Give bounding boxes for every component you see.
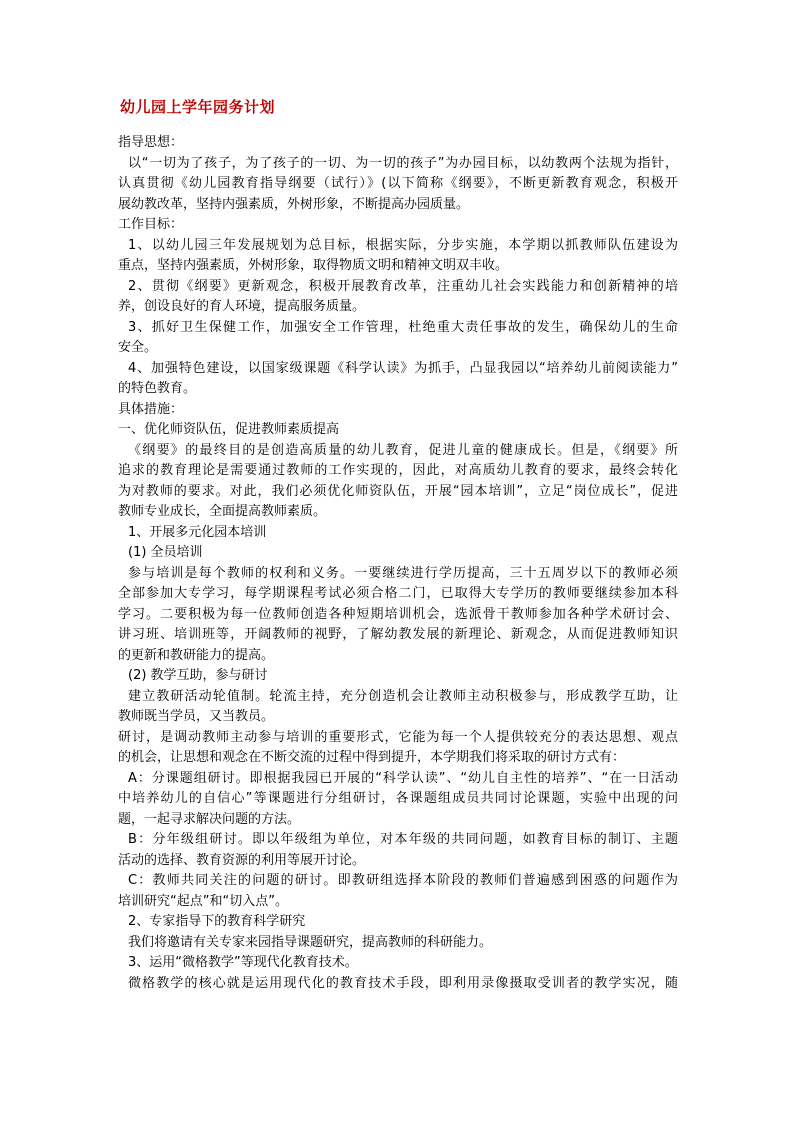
document-title: 幼儿园上学年园务计划 xyxy=(120,98,276,116)
text-line: 追求的教育理论是需要通过教师的工作实现的，因此，对高质幼儿教育的要求，最终会转化 xyxy=(118,463,678,478)
text-line: 活动的选择、教育资源的利用等展开讨论。 xyxy=(118,852,366,868)
text-line: 的更新和教研能力的提高。 xyxy=(118,647,275,663)
text-line: 全部参加大专学习，每学期课程考试必须合格二门，已取得大专学历的教师要继续参加本科 xyxy=(118,586,678,601)
text-line: 3、抓好卫生保健工作，加强安全工作管理，杜绝重大责任事故的发生，确保幼儿的生命 xyxy=(128,319,678,335)
text-line: 为对教师的要求。对此，我们必须优化师资队伍，开展“园本培训”，立足“岗位成长”，促进 xyxy=(118,483,678,499)
text-line: 重点，坚持内强素质，外树形象，取得物质文明和精神文明双丰收。 xyxy=(118,258,509,273)
text-line: 题，一起寻求解决问题的方法。 xyxy=(118,811,301,827)
text-line: 学习。二要积极为每一位教师创造各种短期培训机会，选派骨干教师参加各种学术研讨会、 xyxy=(118,606,678,622)
text-line: 的机会，让思想和观念在不断交流的过程中得到提升，本学期我们将采取的研讨方式有： xyxy=(118,750,626,765)
text-line: 养，创设良好的育人环境，提高服务质量。 xyxy=(118,299,366,314)
text-line: 3、运用“微格教学”等现代化教育技术。 xyxy=(128,955,358,970)
text-line: 教师专业成长，全面提高教师素质。 xyxy=(118,504,327,519)
text-line: 以“一切为了孩子，为了孩子的一切、为一切的孩子”为办园目标，以幼教两个法规为指针， xyxy=(128,155,678,171)
text-line: 中培养幼儿的自信心”等课题进行分组研讨，各课题组成员共同讨论课题，实验中出现的问 xyxy=(118,791,678,806)
text-line: (1) 全员培训 xyxy=(128,545,203,560)
text-line: 的特色教育。 xyxy=(118,381,197,396)
text-line: 2、贯彻《纲要》更新观念，积极开展教育改革，注重幼儿社会实践能力和创新精神的培 xyxy=(128,278,678,294)
text-line: 《纲要》的最终目的是创造高质量的幼儿教育，促进儿童的健康成长。但是，《纲要》所 xyxy=(128,442,678,458)
text-line: 培训研究“起点”和“切入点”。 xyxy=(118,893,288,909)
text-line: 2、专家指导下的教育科学研究 xyxy=(128,914,306,929)
text-line: 建立教研活动轮值制。轮流主持，充分创造机会让教师主动积极参与，形成教学互助，让 xyxy=(128,688,678,704)
text-line: 我们将邀请有关专家来园指导课题研究，提高教师的科研能力。 xyxy=(128,934,493,950)
text-line: 1、以幼儿园三年发展规划为总目标，根据实际，分步实施，本学期以抓教师队伍建设为 xyxy=(128,237,678,253)
text-line: B：分年级组研讨。即以年级组为单位，对本年级的共同问题，如教育目标的制订、主题 xyxy=(128,832,678,847)
text-line: (2) 教学互助，参与研讨 xyxy=(128,668,268,683)
text-line: 微格教学的核心就是运用现代化的教育技术手段，即利用录像摄取受训者的教学实况，随 xyxy=(128,975,678,991)
text-line: 展幼教改革，坚持内强素质，外树形象，不断提高办园质量。 xyxy=(118,196,470,212)
text-line: 指导思想： xyxy=(118,135,184,150)
text-line: 工作目标： xyxy=(118,217,184,232)
text-line: 安全。 xyxy=(118,340,158,355)
document-body xyxy=(118,133,678,994)
text-line: 4、加强特色建设，以国家级课题《科学认读》为抓手，凸显我园以“培养幼儿前阅读能力” xyxy=(128,360,678,376)
text-line: 参与培训是每个教师的权利和义务。一要继续进行学历提高，三十五周岁以下的教师必须 xyxy=(128,565,678,581)
text-line: 1、开展多元化园本培训 xyxy=(128,524,267,540)
text-line: 教师既当学员，又当教员。 xyxy=(118,709,275,724)
text-line: A：分课题组研讨。即根据我园已开展的“科学认读”、“幼儿自主性的培养”、“在一日活动 xyxy=(128,770,678,786)
text-line: 一、优化师资队伍，促进教师素质提高 xyxy=(118,422,340,437)
text-line: 认真贯彻《幼儿园教育指导纲要（试行）》(以下简称《纲要》，不断更新教育观念，积极开 xyxy=(118,176,678,191)
text-line: 研讨，是调动教师主动参与培训的重要形式，它能为每一个人提供较充分的表达思想、观点 xyxy=(118,729,678,745)
text-line: 讲习班、培训班等，开阔教师的视野，了解幼教发展的新理论、新观念，从而促进教师知识 xyxy=(118,627,678,642)
text-line: C：教师共同关注的问题的研讨。即教研组选择本阶段的教师们普遍感到困惑的问题作为 xyxy=(128,873,678,888)
text-line: 具体措施： xyxy=(118,401,184,417)
